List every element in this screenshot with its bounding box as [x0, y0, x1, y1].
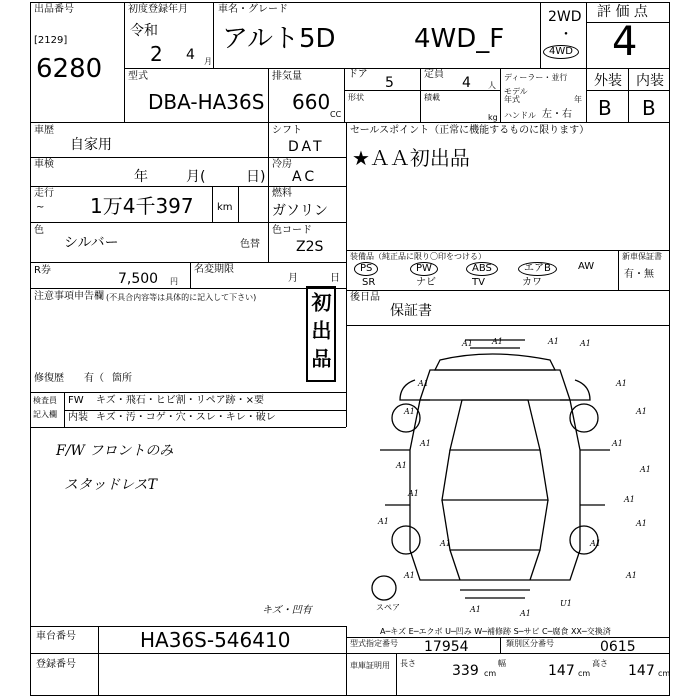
damage-legend: A─キズ E─エクボ U─凹み W─補修跡 S─サビ C─腐食 XX─交換済 [380, 627, 611, 636]
car-label: 車名・グレード [218, 4, 288, 15]
displacement-label: 排気量 [272, 71, 302, 82]
equipment-item: TV [472, 277, 485, 288]
damage-mark: A1 [462, 339, 473, 348]
handle-label: ハンドル [504, 111, 536, 120]
inspector-int-items: キズ・汚・コゲ・穴・スレ・キレ・破レ [96, 412, 276, 423]
equipment-item: AW [578, 261, 595, 272]
mileage-tilde: ~ [36, 202, 45, 213]
shaken-day: 日) [246, 169, 266, 185]
first-reg-month: 4 [186, 47, 195, 63]
first-reg-label: 初度登録年月 [128, 4, 188, 15]
rating-int: B [642, 96, 656, 120]
car-grade: 4WD_F [414, 24, 505, 54]
lot-label: 出品番号 [34, 4, 74, 15]
equipment-label: 装備品（純正品に限り〇印をつける） [350, 252, 486, 261]
lot-number: 6280 [36, 54, 103, 84]
doors-value: 5 [385, 75, 394, 91]
recycle-label: R券 [34, 265, 51, 276]
notes-label: 注意事項申告欄 [34, 291, 104, 302]
model-value: DBA-HA36S [148, 90, 265, 114]
length-value: 339 [452, 663, 479, 679]
rating-score: 4 [612, 19, 638, 65]
damage-mark: A1 [492, 337, 503, 346]
equipment-item: PS [354, 262, 378, 276]
spare-label: スペア [376, 603, 400, 612]
equipment-item: SR [362, 277, 376, 288]
ac-value: AC [292, 169, 318, 185]
drive-2wd: 2WD [548, 9, 582, 25]
handwritten-line-1: F/W フロントのみ [56, 443, 174, 459]
height-value: 147 [628, 663, 655, 679]
damage-mark: A1 [590, 539, 601, 548]
stamp-text: 初出品 [308, 292, 332, 376]
damage-mark: A1 [626, 571, 637, 580]
color-code: Z2S [296, 239, 324, 255]
damage-mark: A1 [616, 379, 627, 388]
width-unit: cm [578, 669, 591, 678]
damage-mark: A1 [470, 605, 481, 614]
recycle-unit: 円 [170, 277, 178, 286]
new-warranty-label: 新車保証書 [622, 252, 662, 261]
handle-value: 左・右 [542, 109, 572, 120]
fuel-label: 燃料 [272, 188, 292, 199]
chassis-label: 車台番号 [36, 631, 76, 642]
capacity-label: 定員 [424, 69, 444, 80]
repair-value: 有（ [84, 373, 104, 384]
ac-label: 冷房 [272, 159, 292, 170]
drive-4wd: 4WD [543, 45, 579, 59]
mileage-label: 走行 [34, 188, 54, 199]
lot-sub-code: [2129] [34, 35, 68, 46]
damage-mark: A1 [580, 339, 591, 348]
damage-mark: A1 [520, 609, 531, 618]
doors-label: ドア [348, 69, 368, 80]
first-reg-month-unit: 月 [204, 57, 212, 66]
equipment-item: エアB [518, 262, 557, 276]
color-label: 色 [34, 225, 44, 236]
width-value: 147 [548, 663, 575, 679]
fuel-value: ガソリン [272, 203, 328, 219]
history-label: 車歴 [34, 125, 54, 136]
rear-seat-value: 保証書 [390, 303, 432, 319]
load-unit: kg [488, 113, 498, 122]
rear-seat-label: 後日品 [350, 292, 380, 303]
rating-label: 評 価 点 [597, 4, 648, 20]
rating-ext: B [598, 96, 612, 120]
damage-mark: A1 [624, 495, 635, 504]
rating-int-label: 内装 [636, 73, 664, 89]
diagram-note: キズ・凹有 [262, 605, 312, 616]
model-label: 型式 [128, 71, 148, 82]
inspector-label-1: 検査員 [33, 396, 57, 405]
category-label: 類別区分番号 [506, 639, 554, 648]
model-year-unit: 年 [574, 95, 582, 104]
height-unit: cm [658, 669, 671, 678]
shift-value: DAT [288, 139, 325, 155]
rating-ext-label: 外装 [594, 73, 622, 89]
capacity-unit: 人 [488, 81, 496, 90]
warranty-options: 有・無 [624, 269, 654, 280]
damage-mark: A1 [440, 539, 451, 548]
shaken-label: 車検 [34, 159, 54, 170]
handwritten-line-2: スタッドレスT [64, 477, 157, 493]
rename-month: 月 [288, 273, 298, 284]
color-code-label: 色コード [272, 225, 312, 236]
inspector-label-2: 記入欄 [33, 410, 57, 419]
inspector-int-head: 内装 [68, 412, 88, 423]
repair-suffix: 箇所 [112, 373, 132, 384]
damage-mark: A1 [640, 465, 651, 474]
damage-mark: A1 [404, 407, 415, 416]
designation-label: 型式指定番号 [350, 639, 398, 648]
shaken-year: 年 [134, 169, 148, 185]
first-listing-stamp [306, 286, 336, 382]
equipment-item: PW [410, 262, 438, 276]
inspector-fw-head: FW [68, 395, 84, 406]
sales-point-label: セールスポイント（正常に機能するものに限ります） [350, 125, 590, 136]
dimensions-label: 車庫証明用 [350, 661, 390, 670]
length-unit: cm [484, 669, 497, 678]
load-label: 積載 [424, 93, 440, 102]
first-reg-year: 2 [150, 42, 163, 66]
equipment-item: ABS [466, 262, 498, 276]
displacement-value: 660 [292, 90, 331, 114]
displacement-unit: CC [330, 110, 342, 119]
damage-mark: A1 [378, 517, 389, 526]
drive-dot: ・ [559, 27, 573, 43]
damage-mark: A1 [636, 519, 647, 528]
mileage-unit: km [217, 202, 233, 213]
capacity-value: 4 [462, 75, 471, 91]
damage-mark: A1 [408, 489, 419, 498]
damage-mark: A1 [420, 439, 431, 448]
equipment-item: ナビ [416, 277, 436, 288]
damage-mark: A1 [418, 379, 429, 388]
width-label: 幅 [498, 659, 506, 668]
notes-sublabel: (不具合内容等は具体的に記入して下さい) [106, 293, 257, 302]
damage-mark: A1 [612, 439, 623, 448]
damage-mark: A1 [396, 461, 407, 470]
height-label: 高さ [592, 659, 608, 668]
length-label: 長さ [400, 659, 416, 668]
mileage-value: 1万4千397 [90, 194, 194, 218]
damage-mark: A1 [404, 571, 415, 580]
shape-label: 形状 [348, 93, 364, 102]
reg-no-label: 登録番号 [36, 659, 76, 670]
first-reg-era: 令和 [130, 23, 158, 39]
color-change-label: 色替 [240, 239, 260, 250]
shift-label: シフト [272, 125, 302, 136]
equipment-item: カワ [522, 277, 542, 288]
recycle-value: 7,500 [118, 271, 159, 287]
damage-mark: U1 [560, 599, 572, 608]
model-year-label: モデル年式 [504, 87, 528, 104]
color-value: シルバー [64, 235, 119, 251]
history-value: 自家用 [70, 137, 112, 153]
shaken-month: 月( [186, 169, 206, 185]
rename-label: 名変期限 [194, 264, 234, 275]
chassis-value: HA36S-546410 [140, 628, 291, 652]
rename-day: 日 [330, 273, 340, 284]
category-value: 0615 [600, 639, 636, 655]
designation-value: 17954 [424, 639, 469, 655]
sales-point-value: ★ＡＡ初出品 [352, 146, 470, 170]
inspector-fw-items: キズ・飛石・ヒビ割・リペア跡・×要 [96, 395, 264, 406]
damage-mark: A1 [636, 407, 647, 416]
damage-mark: A1 [548, 337, 559, 346]
car-diagram [370, 330, 670, 620]
dealer-label: ディーラー・並行 [504, 73, 568, 82]
repair-label: 修復歴 [34, 373, 64, 384]
car-name: アルト5D [222, 24, 336, 54]
